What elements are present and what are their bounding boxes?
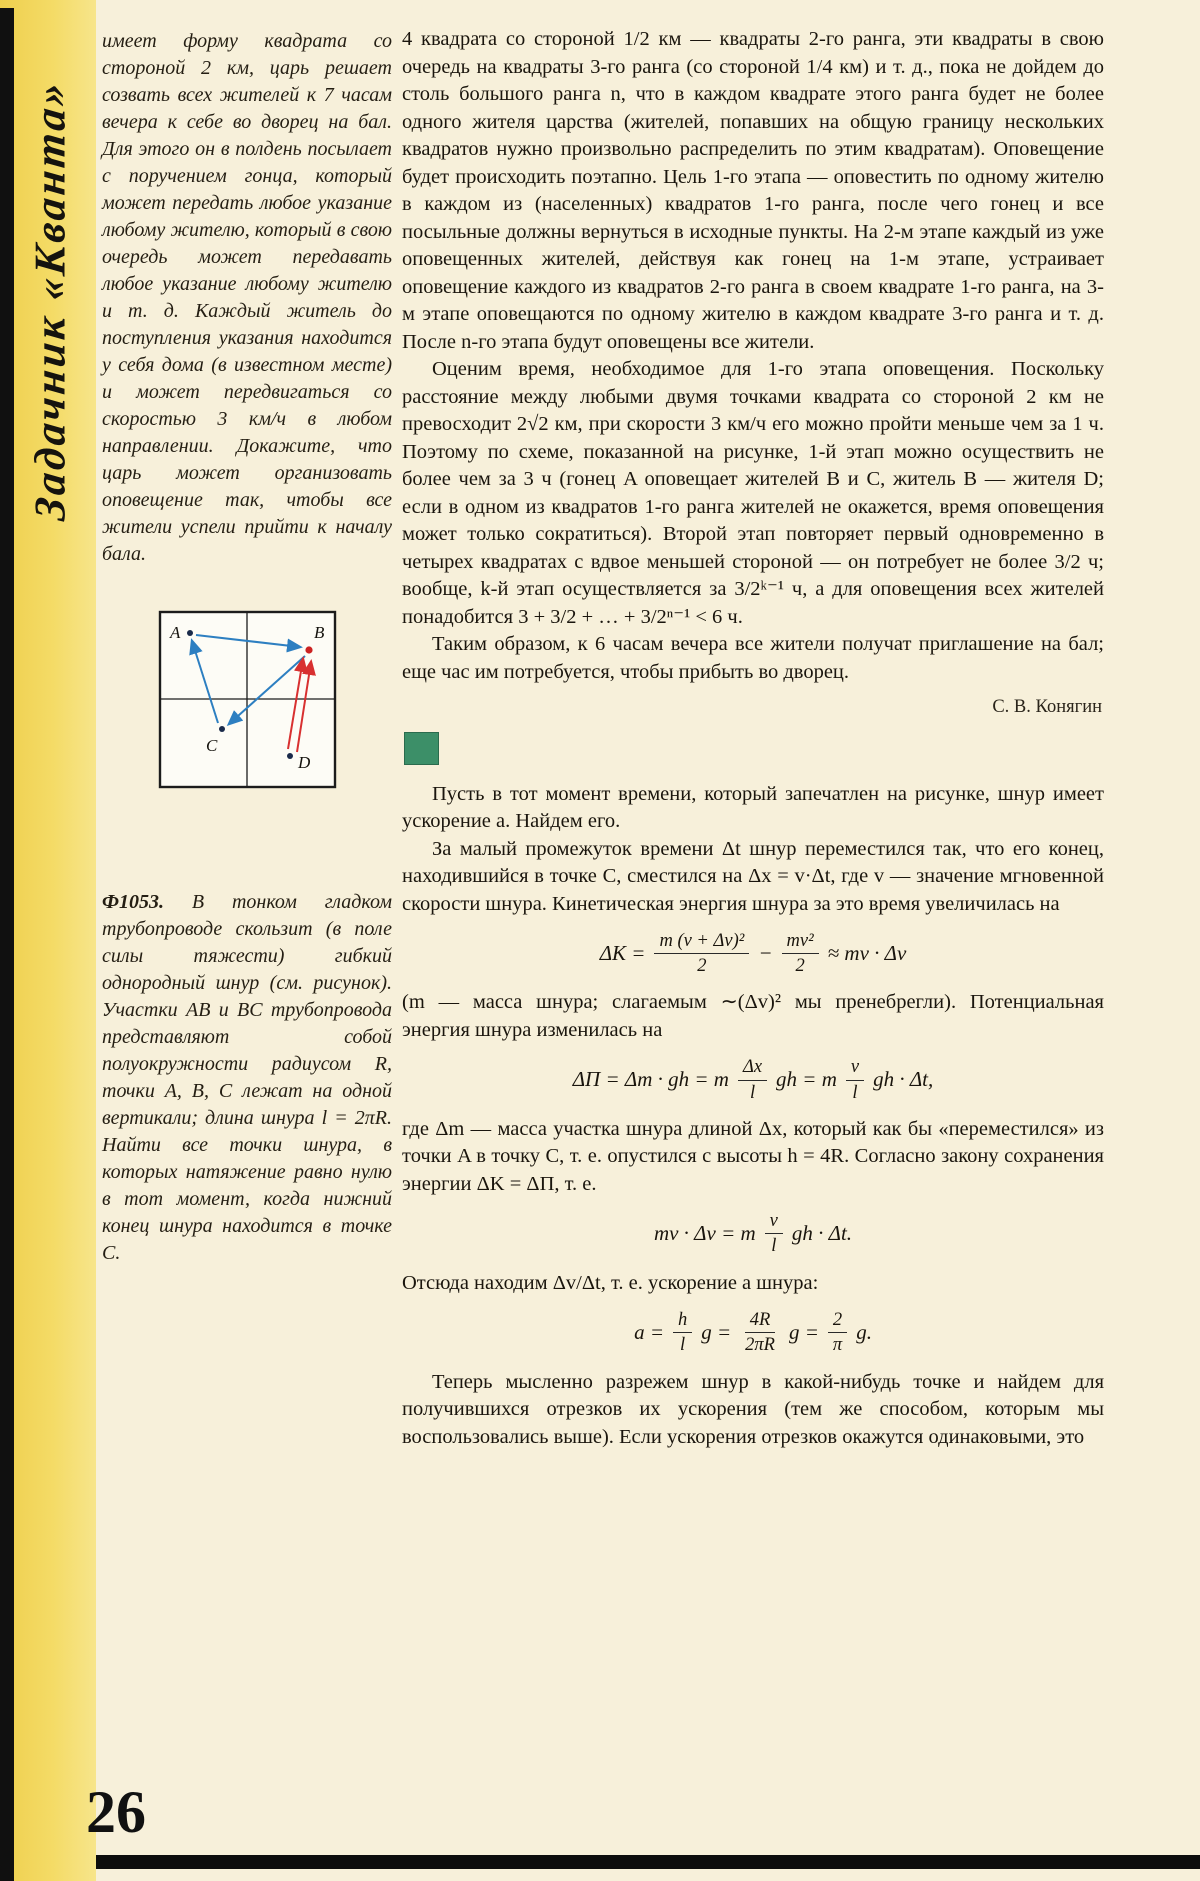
formula4-fraction-2: [740, 1309, 780, 1356]
point-b-label: B: [313, 623, 324, 642]
formula1-frac2-den: 2: [795, 956, 805, 977]
formula4-frac2-num: 4R: [745, 1309, 776, 1333]
formula4-lhs: a =: [634, 1320, 664, 1345]
spine-title: Задачник «Кванта»: [25, 77, 75, 523]
formula3-part2: gh · Δt.: [791, 1221, 853, 1246]
green-section-marker: [404, 732, 439, 765]
solution-paragraph-4: Пусть в тот момент времени, который запечатлен на рисунке, шнур имеет ускорение a. Найдем его.: [402, 782, 1104, 832]
page-number: 26: [86, 1779, 146, 1845]
author-signature: С. В. Конягин: [992, 697, 1102, 717]
formula4-end: g.: [856, 1320, 872, 1345]
formula-acceleration: [402, 1309, 1104, 1356]
problem-f1053-text: В тонком гладком трубопроводе скользит (в поле силы тяжести) гибкий однородный шнур (см. рисунок). Участки AB и BC трубопровода представляют собой полуокружности радиусом R, точки A, B, C лежат на одной вертикали; длина шнура l = 2πR. Найти все точки шнура, в которых натяжение равно нулю в тот момент, когда нижний конец шнура находится в точке C.: [102, 891, 392, 1264]
point-d-dot: [287, 753, 293, 759]
left-column: [102, 28, 392, 1267]
problem-f1053: [102, 889, 392, 1267]
formula4-frac1-den: l: [680, 1335, 686, 1356]
solution-paragraph-9: Теперь мысленно разрежем шнур в какой-нибудь точке и найдем для получившихся отрезков их ускорения (тем же способом, которым мы воспользовались выше). Если ускорения отрезков окажутся одинаковыми, это: [402, 1370, 1104, 1448]
formula4-mid1: g =: [701, 1320, 732, 1345]
formula1-minus: −: [758, 940, 773, 965]
solution-paragraph-5: За малый промежуток времени Δt шнур переместился так, что его конец, находившийся в точке C, сместился на Δx = v·Δt, где v — значение мгновенной скорости шнура. Кинетическая энергия шнура за это время увеличилась на: [402, 837, 1104, 915]
formula2-part3: gh · Δt,: [873, 1067, 934, 1092]
formula1-rhs: ≈ mv · Δv: [827, 940, 907, 965]
formula-energy-balance: [402, 1210, 1104, 1257]
point-c-dot: [219, 726, 225, 732]
formula2-frac2-num: v: [846, 1056, 864, 1080]
point-a-dot: [187, 630, 193, 636]
formula4-fraction-1: [673, 1309, 692, 1356]
formula1-frac2-num: mv²: [782, 930, 819, 954]
right-column: [402, 26, 1104, 1451]
formula3-fraction: [765, 1210, 783, 1257]
formula2-part2: gh = m: [776, 1067, 837, 1092]
solution-paragraph-8: Отсюда находим Δv/Δt, т. е. ускорение a шнура:: [402, 1271, 819, 1294]
problem-continuation-text: имеет форму квадрата со стороной 2 км, царь решает созвать всех жителей к 7 часам вечера к себе во дворец на бал. Для этого он в полдень посылает с поручением гонца, который может передать любое указание любому жителю, который в свою очередь может передавать любое указание любому жителю и т. д. Каждый житель до поступления указания находится у себя дома (в известном месте) и может передвигаться со скоростью 3 км/ч в любом направлении. Докажите, что царь может организовать оповещение так, чтобы все жители успели прийти к началу бала.: [102, 30, 392, 565]
point-b-dot: [305, 646, 312, 653]
formula4-frac2-den: 2πR: [745, 1335, 775, 1356]
page-edge-bar: [0, 8, 14, 1881]
formula2-frac2-den: l: [852, 1082, 858, 1103]
formula4-frac1-num: h: [673, 1309, 692, 1333]
formula2-frac1-num: Δx: [738, 1056, 767, 1080]
formula3-part1: mv · Δv = m: [653, 1221, 756, 1246]
solution-paragraph-1: 4 квадрата со стороной 1/2 км — квадраты 2-го ранга, эти квадраты в свою очередь на квадраты 3-го ранга (со стороной 1/4 км) и т. д., пока не дойдем до столь большого ранга n, что в каждом квадрате этого ранга будет не более одного жителя царства (жителей, попавших на общую границу нескольких квадратов нужно произвольно распределить по этим квадратам). Оповещение будет происходить поэтапно. Цель 1-го этапа — оповестить по одному жителю в каждом из (населенных) квадратов 1-го ранга, после чего гонец и все посыльные должны вернуться в исходные пункты. На 2-м этапе каждый из уже оповещенных жителей, действуя как гонец на 1-м этапе, устраивает оповещение каждого из квадратов 2-го ранга в своем квадрате 1-го ранга, на 3-м этапе оповещаются по одному жителю в каждом квадрате 3-го ранга и т. д. После n-го этапа будут оповещены все жители.: [402, 28, 1104, 353]
square-diagram: [158, 610, 337, 789]
formula3-frac-num: v: [765, 1210, 783, 1234]
solution-paragraph-3: Таким образом, к 6 часам вечера все жители получат приглашение на бал; еще час им потребуется, чтобы прибыть во дворец.: [402, 633, 1104, 683]
formula1-frac1-den: 2: [697, 956, 707, 977]
formula1-frac1-num: m (v + Δv)²: [654, 930, 749, 954]
point-a-label: A: [169, 623, 180, 642]
bottom-rule-bar: [96, 1855, 1200, 1869]
point-c-label: C: [205, 736, 217, 755]
formula2-frac1-den: l: [749, 1082, 756, 1103]
formula-kinetic-energy: [402, 930, 1104, 977]
formula4-frac3-num: 2: [828, 1309, 847, 1333]
formula1-fraction-1: [654, 930, 749, 977]
point-d-label: D: [297, 753, 310, 772]
solution-paragraph-6: (m — масса шнура; слагаемым ∼(Δv)² мы пренебрегли). Потенциальная энергия шнура изменилась на: [402, 991, 1104, 1041]
solution-paragraph-2: Оценим время, необходимое для 1-го этапа оповещения. Поскольку расстояние между любыми двумя точками квадрата со стороной 2 км не превосходит 2√2 км, при скорости 3 км/ч его можно пройти меньше чем за 1 ч. Поэтому по схеме, показанной на рисунке, 1-й этап можно осуществить не более чем за 3 ч (гонец A оповещает жителей B и C, житель B — жителя D; если в одном из квадратов 1-го ранга жителей не окажется, время оповещения может только сократиться). Второй этап повторяет первый одновременно в четырех квадратах с вдвое меньшей стороной — он потребует не более 3/2 ч; вообще, k-й этап осуществляется за 3/2ᵏ⁻¹ ч, а для оповещения всех жителей понадобится 3 + 3/2 + … + 3/2ⁿ⁻¹ < 6 ч.: [402, 358, 1104, 628]
formula1-lhs: ΔK =: [599, 940, 646, 965]
formula4-fraction-3: [828, 1309, 847, 1356]
messenger-scheme-figure: [158, 610, 337, 797]
formula4-mid2: g =: [788, 1320, 819, 1345]
formula4-frac3-den: π: [832, 1335, 843, 1356]
solution-paragraph-7: где Δm — масса участка шнура длиной Δx, который как бы «переместился» из точки A в точку C, т. е. опустился с высоты h = 4R. Согласно закону сохранения энергии ΔK = ΔП, т. е.: [402, 1117, 1104, 1195]
formula-potential-energy: [402, 1056, 1104, 1103]
formula2-fraction-2: [846, 1056, 864, 1103]
formula3-frac-den: l: [771, 1236, 777, 1257]
formula1-fraction-2: [782, 930, 819, 977]
formula2-part1: ΔП = Δm · gh = m: [572, 1067, 729, 1092]
problem-f1053-number: Ф1053.: [102, 891, 165, 913]
formula2-fraction-1: [738, 1056, 767, 1103]
